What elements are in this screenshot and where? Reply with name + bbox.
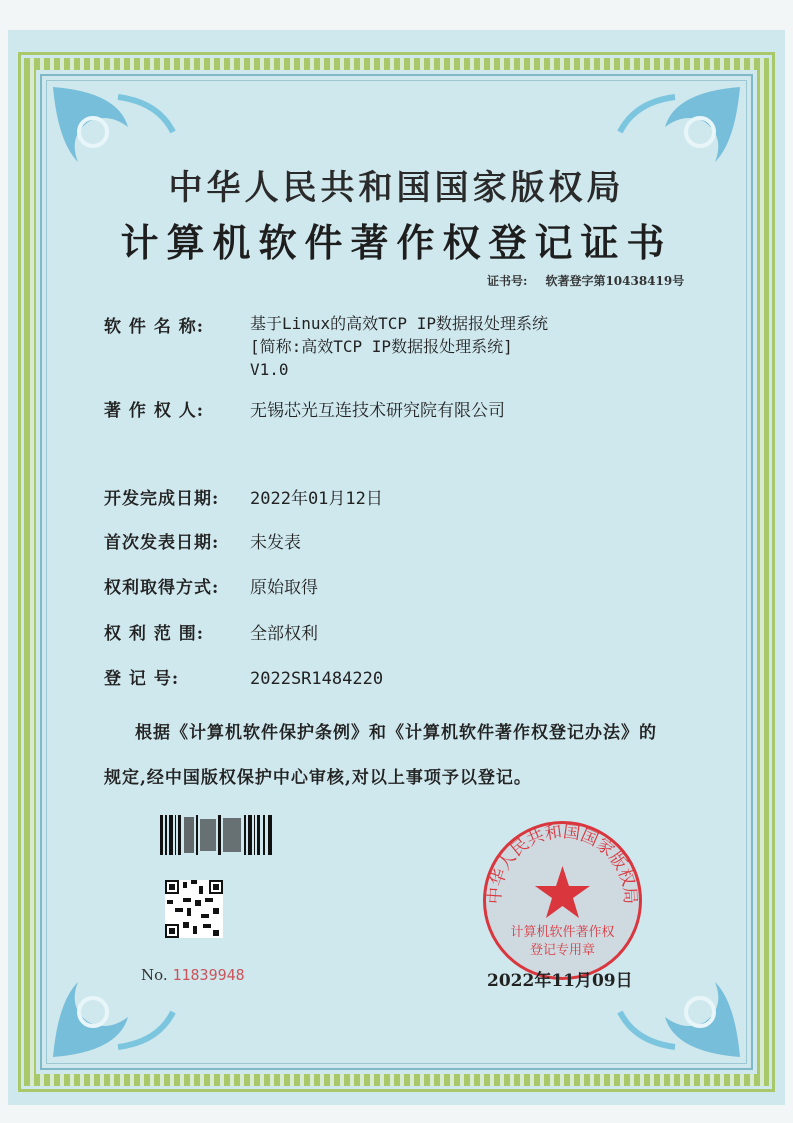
pub-date-row — [104, 528, 301, 553]
serial-number-value: 11839948 — [172, 966, 245, 984]
registration-row — [104, 664, 383, 689]
owner-row — [104, 396, 505, 421]
software-name-value — [250, 312, 548, 381]
owner-label: 著 作 权 人: — [104, 401, 205, 421]
scope-label: 权 利 范 围: — [104, 624, 205, 644]
serial-number — [141, 966, 245, 984]
software-name-label: 软 件 名 称: — [104, 317, 205, 337]
scope-value: 全部权利 — [250, 624, 318, 644]
certificate-number-label: 证书号: — [487, 274, 528, 288]
dev-date-row — [104, 484, 383, 509]
barcode — [160, 815, 275, 855]
registration-label: 登 记 号: — [104, 669, 180, 689]
dev-date-value: 2022年01月12日 — [250, 489, 383, 509]
certificate-number — [487, 272, 702, 289]
acquisition-row — [104, 573, 318, 598]
seal-line1: 计算机软件著作权 — [510, 925, 615, 940]
issue-date: 2022年11月09日 — [487, 971, 633, 991]
official-seal — [480, 818, 645, 983]
pub-date-label: 首次发表日期: — [104, 533, 220, 553]
certificate-number-value: 软著登字第10438419号 — [545, 274, 685, 288]
software-name-row — [104, 312, 250, 337]
statement-line1: 根据《计算机软件保护条例》和《计算机软件著作权登记办法》的 — [135, 723, 657, 743]
acquisition-value: 原始取得 — [250, 578, 318, 598]
seal-line2: 登记专用章 — [529, 943, 596, 958]
software-name-line3: V1.0 — [250, 360, 289, 379]
dev-date-label: 开发完成日期: — [104, 489, 220, 509]
pub-date-value: 未发表 — [250, 533, 301, 553]
serial-prefix: No. — [141, 966, 168, 984]
owner-value: 无锡芯光互连技术研究院有限公司 — [250, 401, 505, 421]
scope-row — [104, 619, 318, 644]
acquisition-label: 权利取得方式: — [104, 578, 220, 598]
software-name-line2: [简称:高效TCP IP数据报处理系统] — [250, 337, 513, 356]
issuer-title: 中华人民共和国国家版权局 — [168, 168, 625, 208]
software-name-line1: 基于Linux的高效TCP IP数据报处理系统 — [250, 314, 548, 333]
qr-code — [165, 880, 223, 938]
certificate-title: 计算机软件著作权登记证书 — [120, 220, 673, 265]
registration-value: 2022SR1484220 — [250, 669, 384, 689]
seal-ring-text: 中华人民共和国国家版权局 — [485, 822, 640, 905]
statement-line2: 规定,经中国版权保护中心审核,对以上事项予以登记。 — [104, 768, 532, 788]
